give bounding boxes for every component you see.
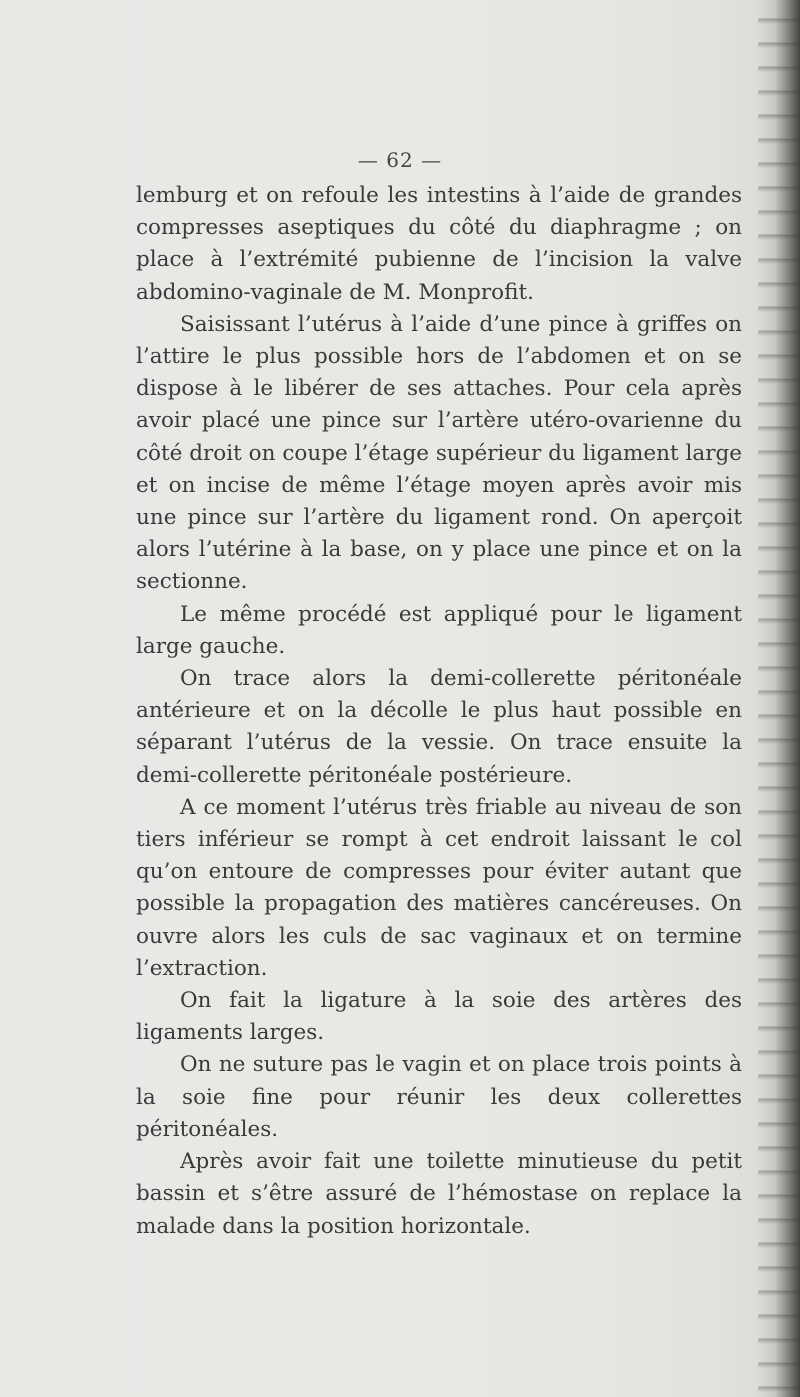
paragraph-7: On ne suture pas le vagin et on place trois points à la soie fine pour réunir les deux collerettes péritonéales. bbox=[136, 1052, 742, 1142]
paragraph-6: On fait la ligature à la soie des artères des ligaments larges. bbox=[136, 988, 742, 1046]
paragraph-5: A ce moment l’utérus très friable au niveau de son tiers inférieur se rompt à cet endroit laissant le col qu’on entoure de compresses pour éviter autant que possible la propagation des matières cancéreuses. On ouvre alors les culs de sac vaginaux et on termine l’extraction. bbox=[136, 794, 742, 981]
paragraph-1: lemburg et on refoule les intestins à l’aide de grandes compresses aseptiques du côté du diaphragme ; on place à l’extrémité pubienne de l’incision la valve abdomino-vaginale de M. Monprofit. bbox=[136, 183, 742, 305]
page-edge-shadow bbox=[758, 0, 800, 1397]
paragraph-3: Le même procédé est appliqué pour le ligament large gauche. bbox=[136, 601, 742, 659]
body-text bbox=[136, 180, 742, 1243]
paragraph-4: On trace alors la demi-collerette péritonéale antérieure et on la décolle le plus haut possible en séparant l’utérus de la vessie. On trace ensuite la demi-collerette péritonéale postérieure. bbox=[136, 666, 742, 788]
page-number: — 62 — bbox=[357, 148, 443, 172]
paragraph-8: Après avoir fait une toilette minutieuse du petit bassin et s’être assuré de l’hémostase on replace la malade dans la position horizontale. bbox=[136, 1149, 742, 1239]
paragraph-2: Saisissant l’utérus à l’aide d’une pince à griffes on l’attire le plus possible hors de l’abdomen et on se dispose à le libérer de ses attaches. Pour cela après avoir placé une pince sur l’artère utéro-ovarienne du côté droit on coupe l’étage supérieur du ligament large et on incise de même l’étage moyen après avoir mis une pince sur l’artère du ligament rond. On aperçoit alors l’utérine à la base, on y place une pince et on la sectionne. bbox=[136, 311, 742, 595]
